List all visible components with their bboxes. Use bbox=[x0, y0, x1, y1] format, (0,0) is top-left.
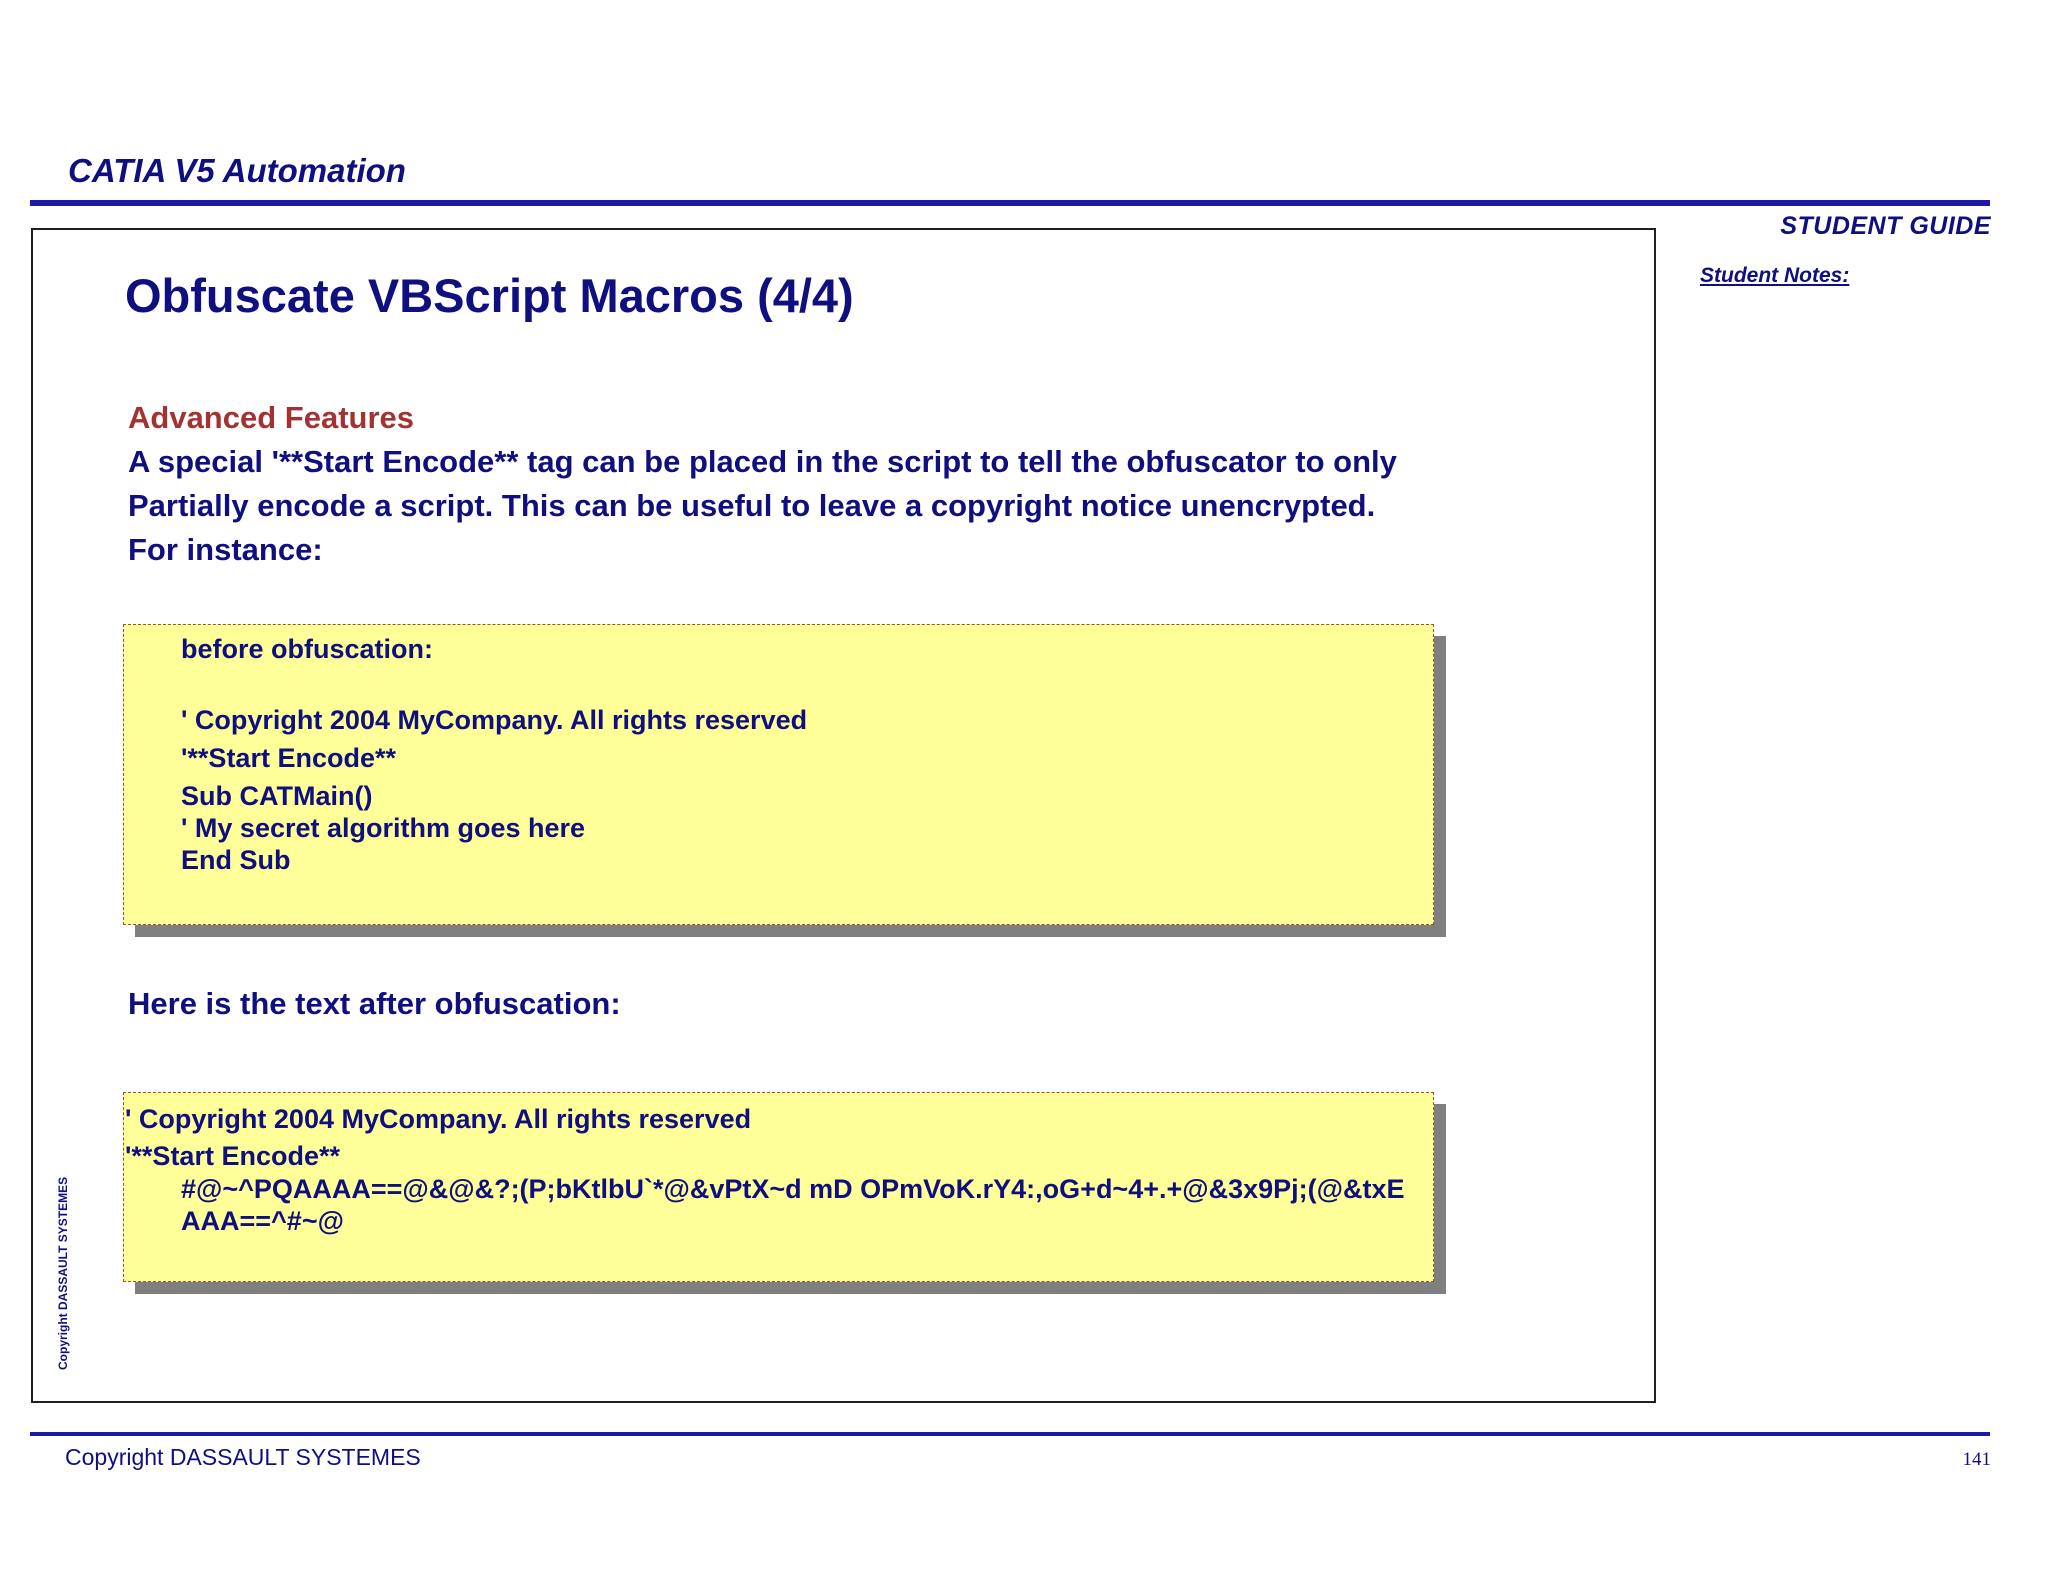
code-line: ' Copyright 2004 MyCompany. All rights reserved bbox=[181, 705, 808, 735]
code-line: '**Start Encode** bbox=[181, 743, 396, 773]
body-text-line: A special '**Start Encode** tag can be placed in the script to tell the obfuscator to only bbox=[128, 444, 1397, 479]
footer-divider bbox=[30, 1432, 1990, 1436]
before-code-box bbox=[123, 624, 1434, 925]
code-line: ' My secret algorithm goes here bbox=[181, 813, 586, 843]
section-heading: Advanced Features bbox=[128, 400, 414, 435]
obfuscated-code-line: AAA==^#~@ bbox=[181, 1206, 344, 1236]
code-line: ' Copyright 2004 MyCompany. All rights reserved bbox=[125, 1104, 752, 1134]
code-line: End Sub bbox=[181, 845, 291, 875]
student-notes-label: Student Notes: bbox=[1700, 264, 1850, 287]
course-title: CATIA V5 Automation bbox=[68, 152, 406, 189]
obfuscated-code-line: #@~^PQAAAA==@&@&?;(P;bKtlbU`*@&vPtX~d mD OPmVoK.rY4:,oG+d~4+.+@&3x9Pj;(@&txE bbox=[181, 1174, 1405, 1204]
slide-title: Obfuscate VBScript Macros (4/4) bbox=[125, 269, 854, 322]
header-divider bbox=[30, 200, 1990, 206]
page-number: 141 bbox=[1962, 1449, 1991, 1470]
code-line: Sub CATMain() bbox=[181, 781, 373, 811]
body-text-line: Partially encode a script. This can be useful to leave a copyright notice unencrypted. bbox=[128, 488, 1376, 523]
footer-copyright: Copyright DASSAULT SYSTEMES bbox=[65, 1444, 421, 1470]
student-guide-label: STUDENT GUIDE bbox=[1780, 212, 1991, 240]
body-text-line: For instance: bbox=[128, 532, 323, 567]
side-copyright: Copyright DASSAULT SYSTEMES bbox=[56, 1176, 70, 1370]
after-obfuscation-label: Here is the text after obfuscation: bbox=[128, 986, 621, 1021]
code-line: before obfuscation: bbox=[181, 634, 434, 664]
code-line: '**Start Encode** bbox=[125, 1141, 340, 1171]
